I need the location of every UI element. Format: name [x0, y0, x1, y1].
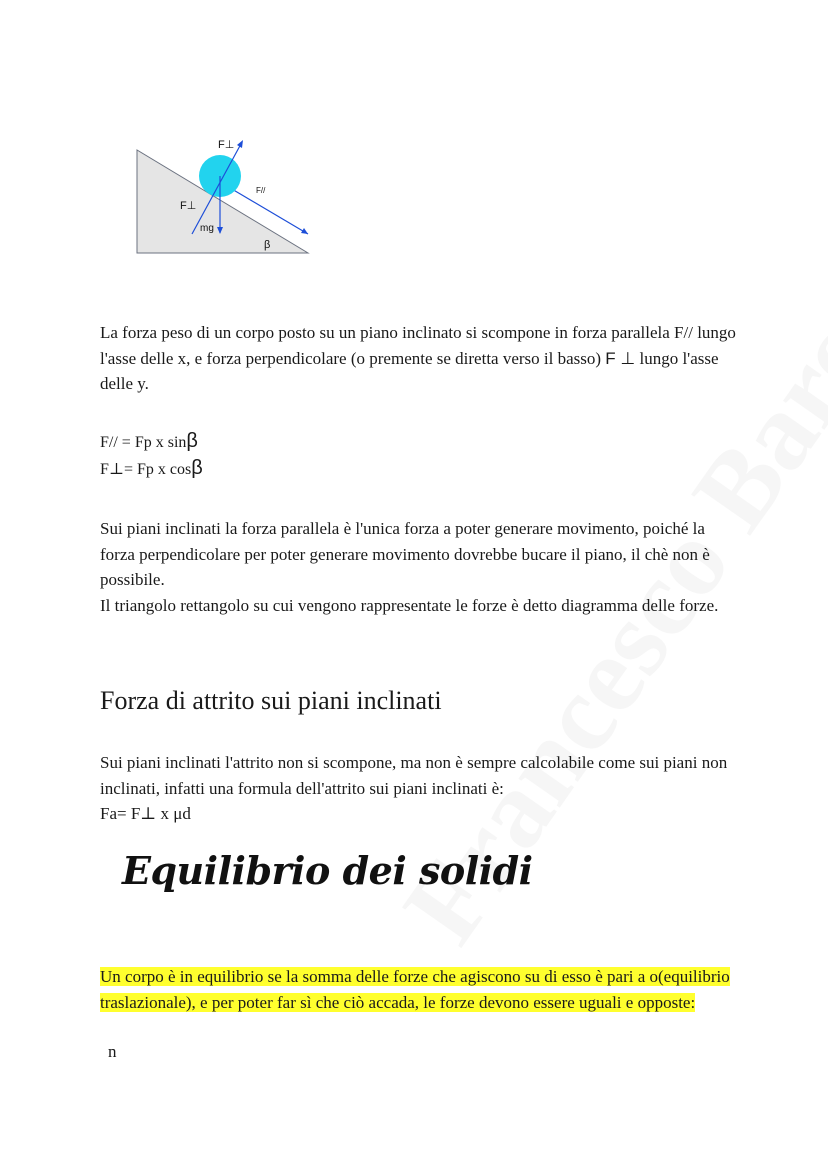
- paragraph-friction-text: Sui piani inclinati l'attrito non si scompone, ma non è sempre calcolabile come sui piani non inclinati, infatti una formula dell'attrito sui piani inclinati è:: [100, 753, 728, 798]
- paragraph-parallel-force-line2: Il triangolo rettangolo su cui vengono rappresentate le forze è detto diagramma delle forze.: [100, 595, 719, 615]
- formula-parallel-beta: β: [186, 430, 198, 452]
- trailing-text: n: [108, 1042, 117, 1061]
- label-perpendicular-left: F⊥: [180, 200, 197, 212]
- script-title-equilibrium: Equilibrio dei solidi: [122, 848, 533, 893]
- label-weight: mg: [200, 223, 214, 234]
- friction-formula: Fa= F⊥ x μd: [100, 804, 191, 823]
- paragraph-equilibrium: [100, 964, 740, 1015]
- highlighted-equilibrium-text: Un corpo è in equilibrio se la somma delle forze che agiscono su di esso è pari a o(equilibrio traslazionale), e per poter far sì che ciò accada, le forze devono essere uguali e opposte:: [100, 967, 730, 1012]
- formula-perpendicular-beta: β: [191, 457, 203, 479]
- paragraph-parallel-force-line1: Sui piani inclinati la forza parallela è l'unica forza a poter generare movimento, poiché la forza perpendicolare per poter generare movimento dovrebbe bucare il piano, il chè non è possibile.: [100, 519, 710, 589]
- paragraph-force-decomposition: [100, 320, 740, 397]
- perpendicular-symbol: F ⊥: [605, 348, 636, 368]
- paragraph-force-decomposition-part2: lungo l'asse delle y.: [100, 348, 719, 393]
- paragraph-friction: [100, 750, 740, 827]
- formula-parallel-force: [100, 430, 198, 453]
- formula-perpendicular-force: [100, 457, 203, 480]
- inclined-plane-diagram: [130, 130, 320, 260]
- formula-parallel-text: F// = Fp x sin: [100, 434, 187, 451]
- label-angle: β: [264, 239, 271, 251]
- paragraph-parallel-force-motion: [100, 516, 740, 618]
- section-heading-friction: Forza di attrito sui piani inclinati: [100, 686, 442, 715]
- label-parallel: F//: [256, 186, 266, 195]
- label-perpendicular-top: F⊥: [218, 139, 235, 151]
- formula-perpendicular-text: F⊥= Fp x cos: [100, 461, 192, 478]
- paragraph-force-decomposition-part1: La forza peso di un corpo posto su un piano inclinato si scompone in forza parallela F// lungo l'asse delle x, e forza perpendicolare (o premente se diretta verso il basso): [100, 323, 736, 368]
